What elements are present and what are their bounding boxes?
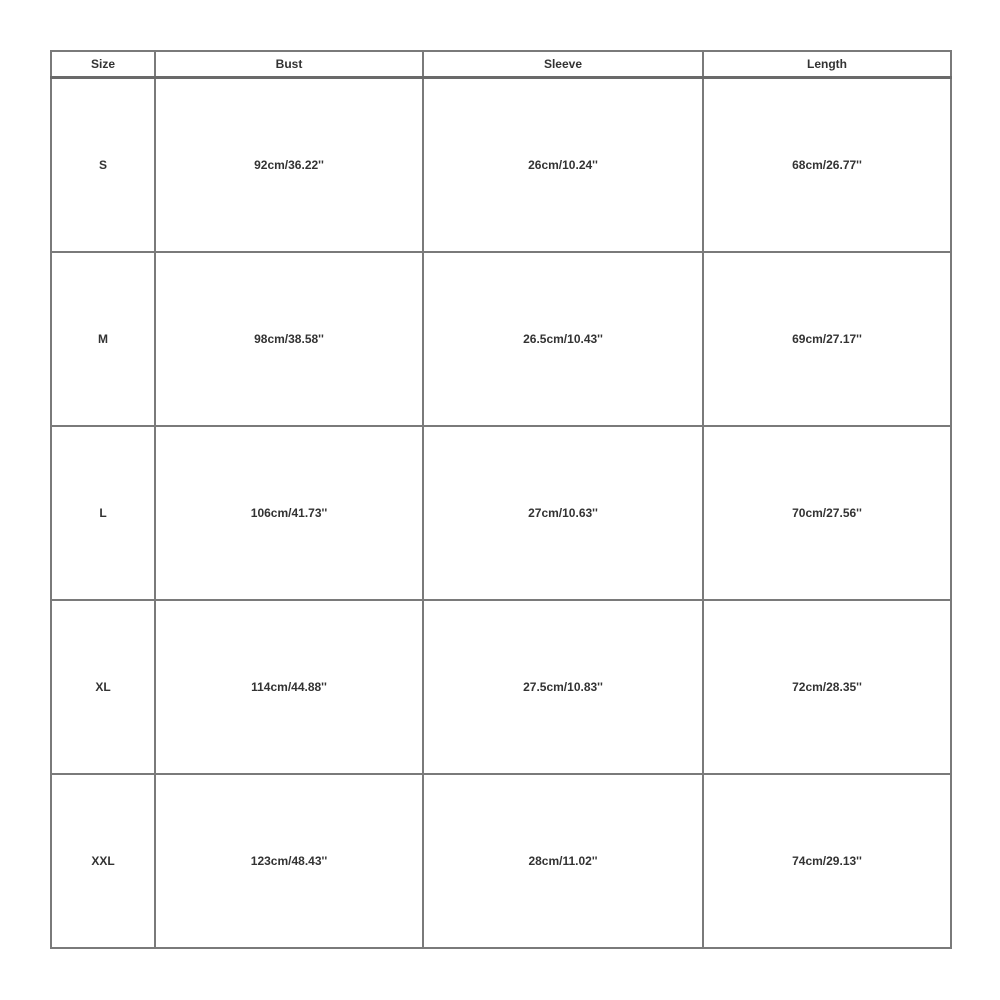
header-length: Length [703,51,951,78]
cell-size: XXL [51,774,155,948]
cell-length: 70cm/27.56'' [703,426,951,600]
table-row [51,600,951,774]
table-body [51,78,951,949]
cell-length: 74cm/29.13'' [703,774,951,948]
table-row [51,78,951,253]
table-row [51,774,951,948]
cell-bust: 92cm/36.22'' [155,78,423,253]
cell-size: L [51,426,155,600]
cell-size: XL [51,600,155,774]
table-row [51,252,951,426]
cell-size: S [51,78,155,253]
header-size: Size [51,51,155,78]
header-bust: Bust [155,51,423,78]
cell-length: 69cm/27.17'' [703,252,951,426]
cell-sleeve: 26cm/10.24'' [423,78,703,253]
cell-length: 72cm/28.35'' [703,600,951,774]
size-chart-table [50,50,952,949]
table-row [51,426,951,600]
cell-sleeve: 27cm/10.63'' [423,426,703,600]
cell-length: 68cm/26.77'' [703,78,951,253]
cell-bust: 114cm/44.88'' [155,600,423,774]
header-row [51,51,951,78]
cell-sleeve: 27.5cm/10.83'' [423,600,703,774]
table-header [51,51,951,78]
header-sleeve: Sleeve [423,51,703,78]
cell-size: M [51,252,155,426]
cell-sleeve: 28cm/11.02'' [423,774,703,948]
cell-bust: 98cm/38.58'' [155,252,423,426]
cell-bust: 106cm/41.73'' [155,426,423,600]
cell-bust: 123cm/48.43'' [155,774,423,948]
cell-sleeve: 26.5cm/10.43'' [423,252,703,426]
